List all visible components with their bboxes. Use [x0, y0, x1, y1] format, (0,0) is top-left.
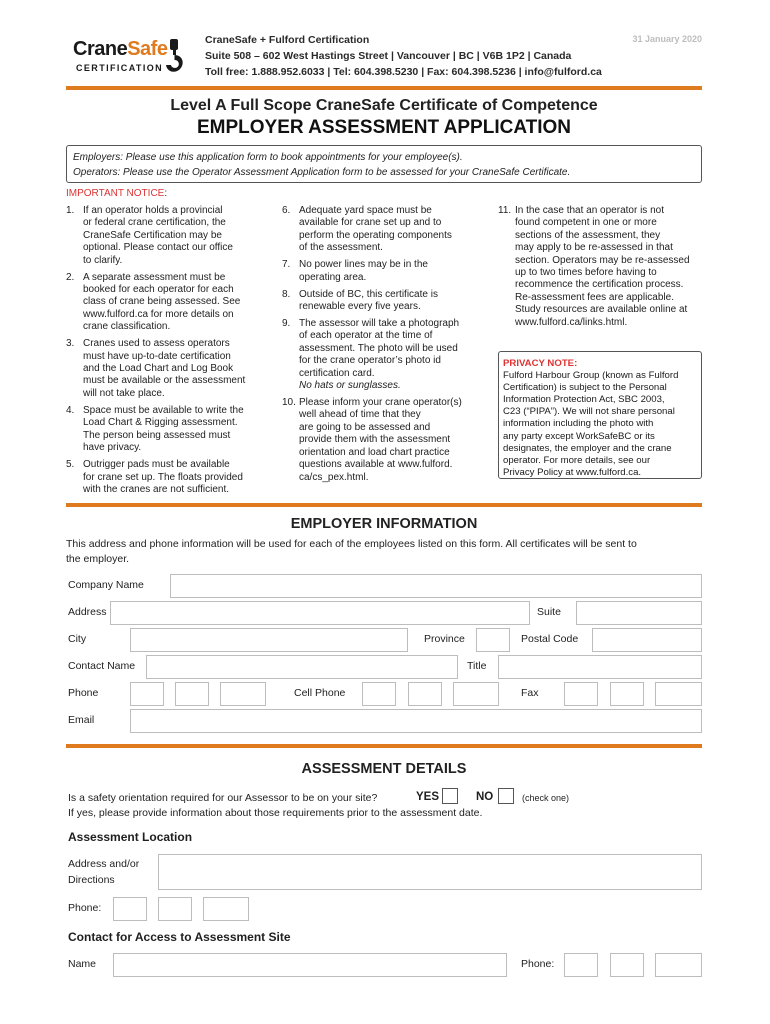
notice-item-line: Outside of BC, this certificate is: [299, 288, 438, 300]
notice-item-number: 6.: [282, 205, 291, 216]
notice-item-line: sections of the assessment, they: [515, 229, 661, 241]
operators-instruction: Operators: Please use the Operator Assessment Application form to be assessed for your CraneSafe Certificate.: [73, 167, 571, 178]
notice-item-emphasis: No hats or sunglasses.: [299, 380, 401, 392]
phone-line-field[interactable]: [220, 682, 266, 706]
notice-item-number: 4.: [66, 404, 75, 416]
phone-label: Phone: [68, 687, 99, 699]
notice-item-line: found competent in one or more: [515, 217, 657, 229]
notice-item-line: to clarify.: [83, 254, 123, 266]
location-phone-line-field[interactable]: [203, 897, 249, 921]
cell-area-code-field[interactable]: [362, 682, 396, 706]
privacy-note-line: Privacy Policy at www.fulford.ca.: [503, 466, 642, 478]
notice-item-line: Outrigger pads must be available: [83, 459, 230, 471]
fax-line-field[interactable]: [655, 682, 702, 706]
notice-item-line: provide them with the assessment: [299, 434, 451, 446]
notice-item-line: Please inform your crane operator(s): [299, 397, 462, 409]
notice-item-number: 1.: [66, 205, 75, 216]
fax-label: Fax: [521, 687, 539, 699]
notice-item-line: operating area.: [299, 271, 367, 283]
org-line: CraneSafe + Fulford Certification: [205, 34, 370, 46]
cell-prefix-field[interactable]: [408, 682, 442, 706]
notice-item-line: with the cranes are not sufficient.: [83, 483, 230, 495]
notice-item-line: may apply to be re-assessed in that: [515, 242, 673, 254]
notice-item-number: 2.: [66, 271, 75, 283]
phone-prefix-field[interactable]: [175, 682, 209, 706]
privacy-note-line: operator. For more details, see our: [503, 454, 651, 466]
notice-item-line: perform the operating components: [299, 229, 452, 241]
instructions-box: [66, 145, 702, 183]
notice-item-line: The assessor will take a photograph: [299, 318, 460, 330]
location-phone-area-code-field[interactable]: [113, 897, 147, 921]
notice-item-line: booked for each operator for each: [83, 284, 234, 296]
privacy-note-line: Fulford Harbour Group (known as Fulford: [503, 370, 679, 382]
employers-instruction: Employers: Please use this application form to book appointments for your employee(s).: [73, 152, 463, 163]
important-notice-heading: IMPORTANT NOTICE:: [66, 188, 168, 199]
assessment-address-field[interactable]: [158, 854, 702, 890]
section-divider-2: [66, 744, 702, 748]
notice-item-line: must have up-to-date certification: [83, 350, 231, 362]
crane-hook-icon: [162, 38, 188, 76]
cell-phone-label: Cell Phone: [294, 687, 346, 699]
privacy-note-line: Information Protection Act, SBC 2003,: [503, 394, 665, 406]
logo-subtitle: CERTIFICATION: [76, 63, 164, 73]
notice-item-line: Study resources are available online at: [515, 304, 688, 316]
notice-item-line: CraneSafe Certification may be: [83, 229, 222, 241]
notice-item-line: have privacy.: [83, 442, 142, 454]
safety-orientation-question: Is a safety orientation required for our Assessor to be on your site?: [68, 792, 378, 804]
notice-item-line: for the crane operator’s photo id: [299, 355, 441, 367]
notice-item-number: 10.: [282, 397, 296, 409]
notice-item-number: 5.: [66, 459, 75, 471]
company-name-label: Company Name: [68, 579, 144, 591]
notice-item-line: orientation and load chart practice: [299, 446, 450, 458]
notice-item: [66, 272, 266, 334]
notice-item-line: Adequate yard space must be: [299, 205, 432, 216]
notice-item-line: available for crane set up and to: [299, 217, 442, 229]
notice-item-line: In the case that an operator is not: [515, 205, 664, 216]
privacy-note-line: designates, the employer and the crane: [503, 442, 672, 454]
notice-item: [66, 459, 266, 496]
postal-code-field[interactable]: [592, 628, 702, 652]
fax-area-code-field[interactable]: [564, 682, 598, 706]
document-date: 31 January 2020: [632, 34, 702, 44]
site-contact-phone-prefix-field[interactable]: [610, 953, 644, 977]
phone-area-code-field[interactable]: [130, 682, 164, 706]
no-checkbox[interactable]: [498, 788, 514, 804]
address-line: Suite 508 – 602 West Hastings Street | Vancouver | BC | V6B 1P2 | Canada: [205, 50, 572, 62]
privacy-note-line: any party except WorkSafeBC or its: [503, 430, 655, 442]
notice-item-line: or federal crane certification, the: [83, 217, 226, 229]
location-phone-label: Phone:: [68, 902, 102, 914]
check-one-hint: (check one): [522, 793, 570, 803]
notice-item-line: of the assessment.: [299, 242, 383, 254]
notice-item-line: section. Operators may be re-assessed: [515, 254, 690, 266]
notice-item-number: 9.: [282, 318, 291, 330]
notice-item-line: Space must be available to write the: [83, 404, 244, 416]
yes-label: YES: [416, 791, 440, 803]
notice-item: [282, 205, 482, 255]
notice-item-line: No power lines may be in the: [299, 259, 428, 271]
yes-checkbox[interactable]: [442, 788, 458, 804]
notice-item-line: assessment. The photo will be used: [299, 342, 458, 354]
notice-item-line: must be available or the assessment: [83, 375, 246, 387]
location-phone-prefix-field[interactable]: [158, 897, 192, 921]
site-contact-phone-line-field[interactable]: [655, 953, 702, 977]
title-field[interactable]: [498, 655, 702, 679]
site-contact-heading: Contact for Access to Assessment Site: [68, 930, 291, 944]
form-subtitle: Level A Full Scope CraneSafe Certificate of Competence: [170, 97, 598, 114]
city-label: City: [68, 633, 87, 645]
address-label: Address: [68, 606, 107, 618]
fax-prefix-field[interactable]: [610, 682, 644, 706]
notice-item-line: of each operator at the time of: [299, 330, 433, 342]
site-contact-name-label: Name: [68, 958, 97, 970]
address-field[interactable]: [110, 601, 530, 625]
notice-item: [498, 205, 706, 329]
notice-column-1: [66, 205, 266, 501]
header-divider: [66, 86, 702, 90]
suite-field[interactable]: [576, 601, 702, 625]
notice-column-3: [498, 205, 706, 334]
employer-intro-line-1: This address and phone information will be used for each of the employees listed on this form. All certificates will be sent to: [66, 538, 637, 550]
notice-item: [66, 405, 266, 455]
employer-intro-line-2: the employer.: [66, 553, 130, 565]
email-label: Email: [68, 714, 95, 726]
site-contact-name-field[interactable]: [113, 953, 507, 977]
notice-item-line: The person being assessed must: [83, 429, 231, 441]
privacy-note: [498, 351, 702, 479]
notice-item-number: 3.: [66, 338, 75, 350]
contact-name-field[interactable]: [146, 655, 458, 679]
address-directions-label-2: Directions: [68, 874, 115, 886]
postal-code-label: Postal Code: [521, 633, 579, 645]
notice-item-line: Load Chart & Rigging assessment.: [83, 417, 238, 429]
notice-item: [282, 397, 482, 484]
section-divider: [66, 503, 702, 507]
notice-item-line: for crane set up. The floats provided: [83, 471, 243, 483]
notice-item-line: will not take place.: [83, 387, 165, 399]
notice-item-line: renewable every five years.: [299, 301, 421, 313]
notice-item: [66, 205, 266, 267]
notice-item-line: crane classification.: [83, 321, 171, 333]
notice-item: [282, 259, 482, 284]
assessment-location-heading: Assessment Location: [68, 830, 193, 844]
assessment-details-heading: ASSESSMENT DETAILS: [301, 761, 467, 777]
province-label: Province: [424, 633, 465, 645]
notice-item-line: recommence the certification process.: [515, 279, 684, 291]
address-directions-label-1: Address and/or: [68, 858, 140, 870]
notice-item: [66, 338, 266, 400]
email-field[interactable]: [130, 709, 702, 733]
notice-item-number: 11.: [498, 205, 512, 216]
privacy-note-line: Certification) is subject to the Personal: [503, 382, 667, 394]
province-field[interactable]: [476, 628, 510, 652]
notice-item-line: www.fulford.ca for more details on: [83, 308, 234, 320]
city-field[interactable]: [130, 628, 408, 652]
privacy-note-heading: PRIVACY NOTE:: [503, 358, 578, 369]
privacy-note-line: C23 (“PIPA”). We will not share personal: [503, 406, 675, 418]
notice-item-line: certification card.: [299, 367, 375, 379]
notice-item-line: ca/cs_pex.html.: [299, 471, 369, 483]
notice-item: [282, 289, 482, 314]
logo: CraneSafe: [73, 38, 168, 60]
notice-item-line: A separate assessment must be: [83, 271, 226, 283]
site-contact-phone-label: Phone:: [521, 958, 555, 970]
notice-item-line: and the Load Chart and Log Book: [83, 363, 234, 375]
notice-item-line: are going to be assessed and: [299, 421, 431, 433]
contact-line: Toll free: 1.888.952.6033 | Tel: 604.398.5230 | Fax: 604.398.5236 | info@fulford.ca: [205, 66, 602, 78]
employer-info-heading: EMPLOYER INFORMATION: [290, 516, 478, 532]
no-label: NO: [476, 791, 494, 803]
form-title: EMPLOYER ASSESSMENT APPLICATION: [196, 117, 572, 138]
notice-item-line: Cranes used to assess operators: [83, 338, 230, 350]
notice-item-line: well ahead of time that they: [299, 409, 421, 421]
privacy-note-line: information including the photo with: [503, 418, 654, 430]
site-contact-phone-area-code-field[interactable]: [564, 953, 598, 977]
notice-item-line: questions available at www.fulford.: [299, 459, 453, 471]
safety-followup-text: If yes, please provide information about those requirements prior to the assessment date.: [68, 807, 483, 819]
notice-item-line: class of crane being assessed. See: [83, 296, 241, 308]
notice-item-line: Re-assessment fees are applicable.: [515, 291, 674, 303]
company-name-field[interactable]: [170, 574, 702, 598]
notice-item-number: 8.: [282, 288, 291, 300]
contact-name-label: Contact Name: [68, 660, 136, 672]
privacy-note-body: [503, 370, 697, 479]
cell-line-field[interactable]: [453, 682, 499, 706]
notice-item-line: up to two times before having to: [515, 267, 657, 279]
suite-label: Suite: [537, 606, 561, 618]
notice-item-line: www.fulford.ca/links.html.: [515, 316, 628, 328]
notice-column-2: [282, 205, 482, 489]
notice-item-line: If an operator holds a provincial: [83, 205, 223, 216]
notice-item: [282, 318, 482, 392]
title-label: Title: [467, 660, 487, 672]
notice-item-line: optional. Please contact our office: [83, 242, 233, 254]
notice-item-number: 7.: [282, 259, 291, 271]
